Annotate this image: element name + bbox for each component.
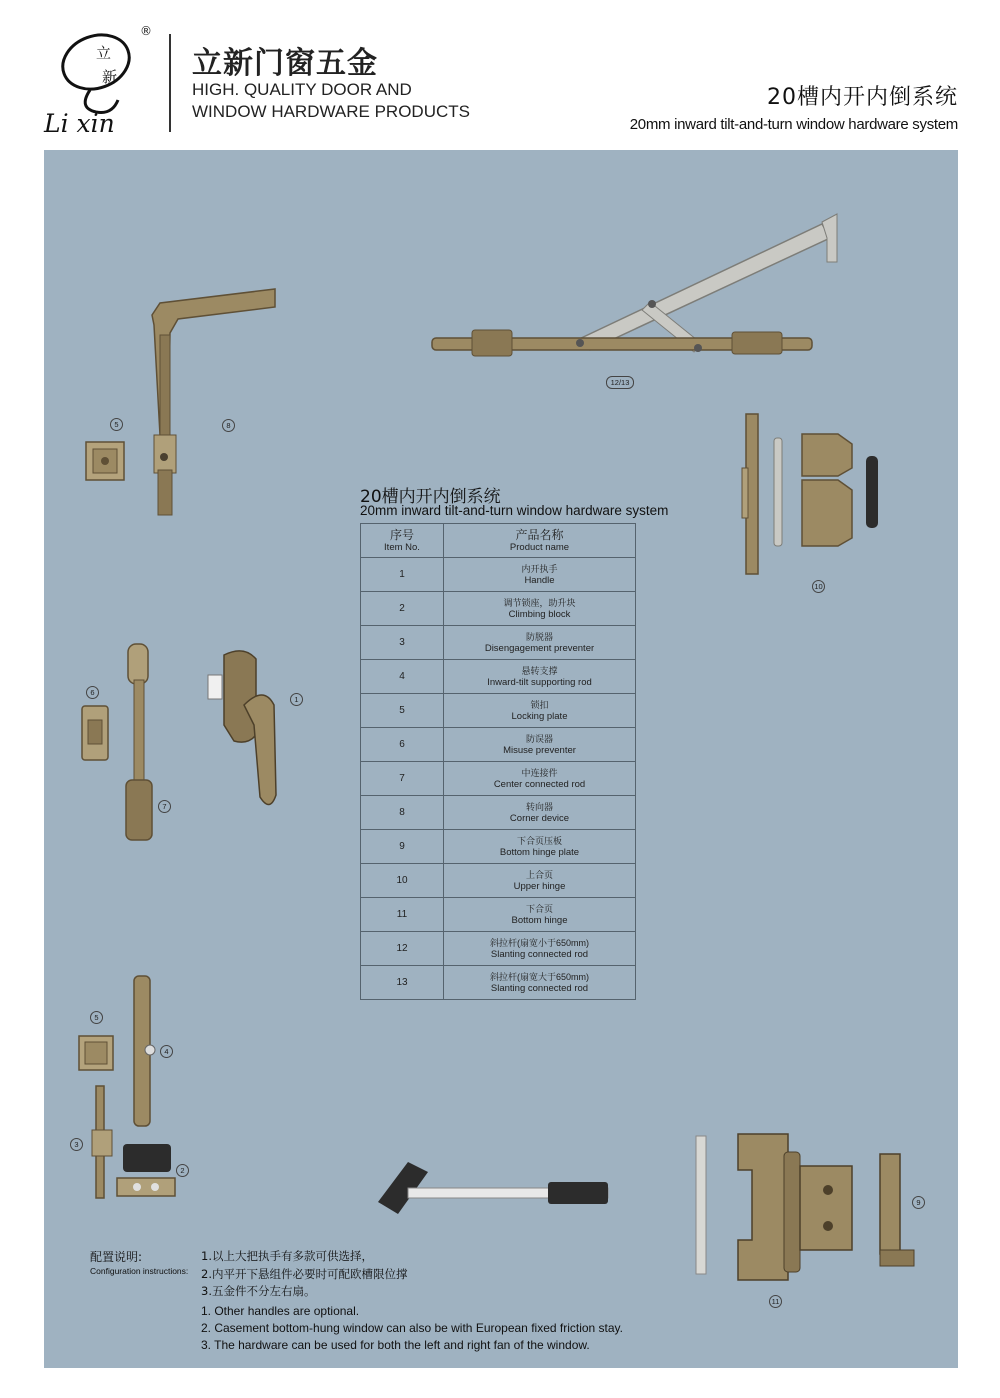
product-name-en: Corner device bbox=[509, 812, 570, 824]
logo-char-top: 立 bbox=[96, 44, 112, 62]
table-row bbox=[361, 830, 636, 864]
brand-tagline-line1: HIGH. QUALITY DOOR AND bbox=[192, 80, 412, 99]
product-name-en: Upper hinge bbox=[513, 880, 566, 892]
product-name-en: Climbing block bbox=[508, 608, 571, 620]
product-name-en: Inward-tilt supporting rod bbox=[487, 676, 592, 688]
product-name bbox=[444, 966, 636, 1000]
marker-3: 3 bbox=[70, 1138, 83, 1151]
col-item-no-en: Item No. bbox=[384, 541, 420, 553]
product-name-cn: 上合页 bbox=[525, 869, 553, 880]
product-name-en: Slanting connected rod bbox=[490, 948, 589, 960]
table-row bbox=[361, 592, 636, 626]
product-name-cn: 防脱器 bbox=[525, 631, 553, 642]
handle-image bbox=[204, 645, 294, 815]
item-no: 2 bbox=[361, 592, 444, 626]
item-no: 3 bbox=[361, 626, 444, 660]
product-name-cn: 下合页压板 bbox=[516, 835, 562, 846]
item-no: 5 bbox=[361, 694, 444, 728]
marker-7: 7 bbox=[158, 800, 171, 813]
climbing-block-image bbox=[115, 1140, 185, 1200]
note-en-2: 2. Casement bottom-hung window can also be with European fixed friction stay. bbox=[201, 1321, 624, 1335]
center-rod-image bbox=[120, 640, 170, 850]
table-row bbox=[361, 660, 636, 694]
note-en-3: 3. The hardware can be used for both the left and right fan of the window. bbox=[201, 1338, 590, 1352]
table-row bbox=[361, 728, 636, 762]
corner-device-image bbox=[140, 285, 280, 525]
product-table bbox=[360, 523, 636, 1000]
table-row bbox=[361, 558, 636, 592]
hinge-image bbox=[692, 1130, 882, 1290]
item-no: 12 bbox=[361, 932, 444, 966]
product-name-en: Center connected rod bbox=[493, 778, 586, 790]
table-row bbox=[361, 966, 636, 1000]
note-cn-3: 3.五金件不分左右扇。 bbox=[201, 1284, 316, 1298]
table-row bbox=[361, 694, 636, 728]
hinge-plate-image bbox=[874, 1150, 924, 1270]
logo-script-text: Li xin bbox=[44, 109, 115, 138]
marker-5-bottom: 5 bbox=[90, 1011, 103, 1024]
table-title-cn: 20槽内开内倒系统 bbox=[360, 487, 501, 507]
logo-emblem bbox=[38, 20, 168, 145]
table-header-row bbox=[361, 524, 636, 558]
registered-mark: ® bbox=[140, 24, 152, 38]
product-name bbox=[444, 592, 636, 626]
system-title-cn: 20槽内开内倒系统 bbox=[767, 85, 958, 110]
marker-8: 8 bbox=[222, 419, 235, 432]
table-row bbox=[361, 932, 636, 966]
product-name-cn: 锁扣 bbox=[530, 699, 549, 710]
item-no: 4 bbox=[361, 660, 444, 694]
marker-11: 11 bbox=[769, 1295, 782, 1308]
header-divider bbox=[169, 34, 171, 132]
product-name bbox=[444, 558, 636, 592]
marker-2: 2 bbox=[176, 1164, 189, 1177]
product-name bbox=[444, 728, 636, 762]
item-no: 9 bbox=[361, 830, 444, 864]
locking-plate-image-2 bbox=[77, 1034, 117, 1074]
product-name bbox=[444, 694, 636, 728]
marker-1: 1 bbox=[290, 693, 303, 706]
misuse-preventer-image bbox=[80, 704, 112, 764]
product-name-en: Locking plate bbox=[511, 710, 568, 722]
locking-plate-image bbox=[84, 440, 128, 484]
product-name-cn: 斜拉杆(扇宽大于650mm) bbox=[489, 971, 589, 982]
friction-stay-image bbox=[368, 1152, 618, 1232]
col-product-name-en: Product name bbox=[509, 541, 570, 553]
table-title-en: 20mm inward tilt-and-turn window hardware system bbox=[360, 503, 669, 518]
item-no: 7 bbox=[361, 762, 444, 796]
col-product-name bbox=[444, 524, 636, 558]
col-item-no bbox=[361, 524, 444, 558]
marker-12-13: 12/13 bbox=[606, 376, 634, 389]
product-name-en: Disengagement preventer bbox=[484, 642, 595, 654]
product-name bbox=[444, 626, 636, 660]
notes-label-cn: 配置说明: bbox=[90, 1250, 143, 1264]
marker-5-top: 5 bbox=[110, 418, 123, 431]
table-row bbox=[361, 626, 636, 660]
hinge-parts-image bbox=[738, 408, 888, 578]
item-no: 1 bbox=[361, 558, 444, 592]
product-name-cn: 防误器 bbox=[525, 733, 553, 744]
product-name bbox=[444, 796, 636, 830]
product-name-cn: 下合页 bbox=[525, 903, 553, 914]
product-name bbox=[444, 898, 636, 932]
stay-arm-image bbox=[412, 212, 842, 372]
logo-char-bottom: 新 bbox=[102, 68, 118, 86]
item-no: 6 bbox=[361, 728, 444, 762]
marker-10: 10 bbox=[812, 580, 825, 593]
product-name-en: Misuse preventer bbox=[503, 744, 576, 756]
marker-9: 9 bbox=[912, 1196, 925, 1209]
marker-6: 6 bbox=[86, 686, 99, 699]
table-row bbox=[361, 762, 636, 796]
brand-name-cn: 立新门窗五金 bbox=[192, 46, 378, 81]
product-name-en: Bottom hinge bbox=[511, 914, 568, 926]
marker-4: 4 bbox=[160, 1045, 173, 1058]
product-name-cn: 中连接件 bbox=[521, 767, 558, 778]
product-name-cn: 内开执手 bbox=[521, 563, 558, 574]
item-no: 11 bbox=[361, 898, 444, 932]
item-no: 13 bbox=[361, 966, 444, 1000]
product-name bbox=[444, 864, 636, 898]
col-item-no-cn: 序号 bbox=[389, 527, 414, 542]
product-name-en: Handle bbox=[524, 574, 555, 586]
item-no: 8 bbox=[361, 796, 444, 830]
note-en-1: 1. Other handles are optional. bbox=[201, 1304, 360, 1318]
table-row bbox=[361, 898, 636, 932]
product-name bbox=[444, 660, 636, 694]
product-name bbox=[444, 762, 636, 796]
product-name-cn: 转向器 bbox=[525, 801, 553, 812]
product-name-cn: 斜拉杆(扇宽小于650mm) bbox=[489, 937, 589, 948]
notes-label-en: Configuration instructions: bbox=[90, 1266, 189, 1276]
system-title-en: 20mm inward tilt-and-turn window hardware system bbox=[629, 116, 958, 133]
table-row bbox=[361, 796, 636, 830]
product-name-cn: 调节锁座，助升块 bbox=[503, 597, 576, 608]
note-cn-2: 2.内平开下悬组件必要时可配欧槽限位撑 bbox=[201, 1267, 408, 1281]
disengagement-preventer-image bbox=[88, 1082, 118, 1202]
product-name-en: Bottom hinge plate bbox=[499, 846, 580, 858]
product-name bbox=[444, 932, 636, 966]
col-product-name-cn: 产品名称 bbox=[515, 527, 564, 542]
brand-tagline-line2: WINDOW HARDWARE PRODUCTS bbox=[192, 102, 470, 121]
product-name bbox=[444, 830, 636, 864]
product-name-en: Slanting connected rod bbox=[490, 982, 589, 994]
item-no: 10 bbox=[361, 864, 444, 898]
product-name-cn: 悬转支撑 bbox=[521, 665, 558, 676]
note-cn-1: 1.以上大把执手有多款可供选择， bbox=[201, 1249, 373, 1263]
table-row bbox=[361, 864, 636, 898]
